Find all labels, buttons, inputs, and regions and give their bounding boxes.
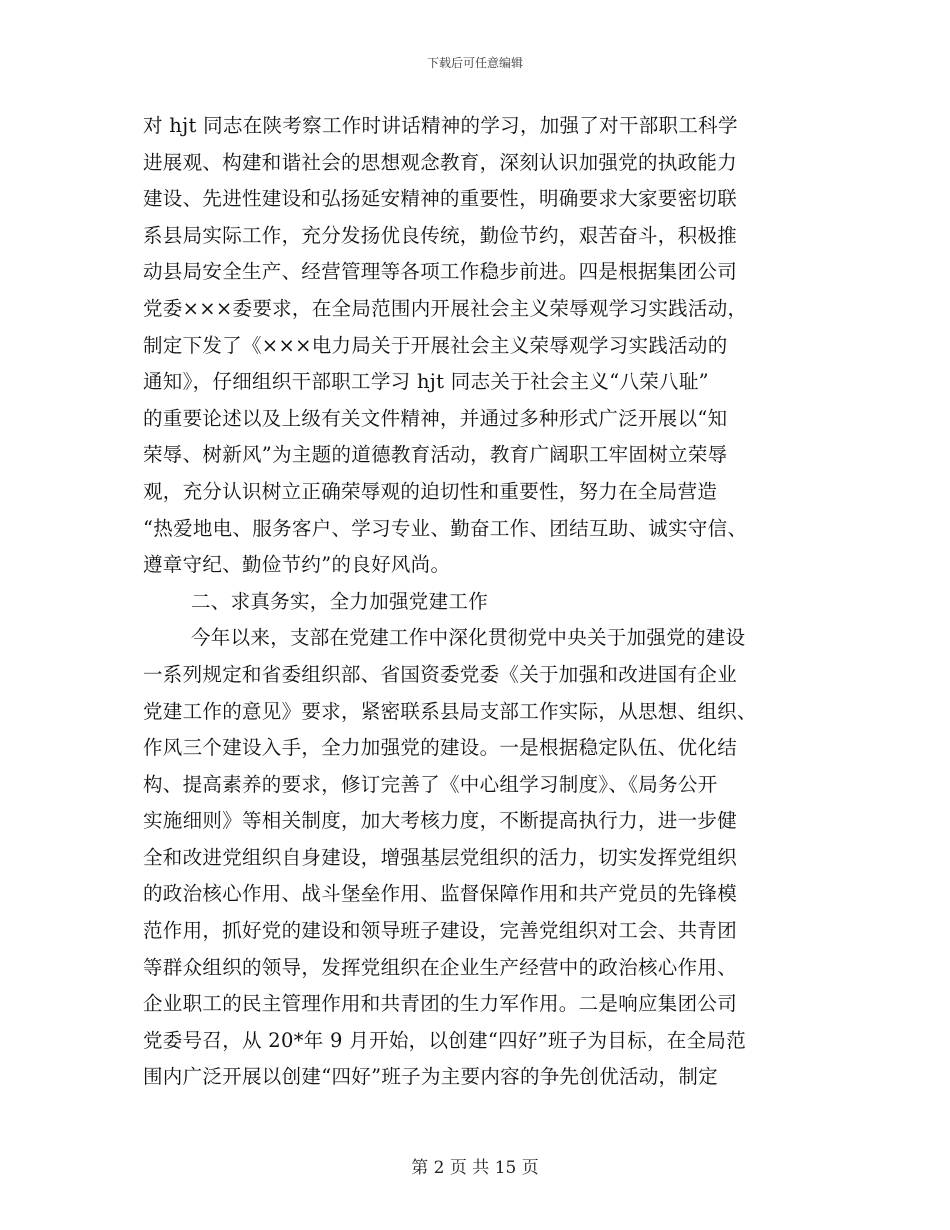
text-line: 的重要论述以及上级有关文件精神，并通过多种形式广泛开展以“知 — [143, 406, 728, 430]
document-body — [143, 108, 811, 1096]
text-line: 系县局实际工作，充分发扬优良传统，勤俭节约，艰苦奋斗，积极推 — [143, 223, 738, 247]
text-line: 遵章守纪、勤俭节约”的良好风尚。 — [143, 553, 451, 577]
text-line: 围内广泛开展以创建“四好”班子为主要内容的争先创优活动，制定 — [143, 1065, 718, 1089]
text-line: 党委×××委要求，在全局范围内开展社会主义荣辱观学习实践活动， — [143, 296, 748, 320]
text-line: “热爱地电、服务客户、学习专业、勤奋工作、团结互助、诚实守信、 — [143, 516, 748, 540]
text-line: 等群众组织的领导，发挥党组织在企业生产经营中的政治核心作用、 — [143, 955, 738, 979]
text-line: 企业职工的民主管理作用和共青团的生力军作用。二是响应集团公司 — [143, 992, 738, 1016]
text-line: 观，充分认识树立正确荣辱观的迫切性和重要性，努力在全局营造 — [143, 479, 718, 503]
text-line: 进展观、构建和谐社会的思想观念教育，深刻认识加强党的执政能力 — [143, 150, 738, 174]
text-line: 作风三个建设入手，全力加强党的建设。一是根据稳定队伍、优化结 — [143, 736, 738, 760]
text-line: 的政治核心作用、战斗堡垒作用、监督保障作用和共产党员的先锋模 — [143, 882, 738, 906]
text-line: 一系列规定和省委组织部、省国资委党委《关于加强和改进国有企业 — [143, 662, 738, 686]
text-line: 范作用，抓好党的建设和领导班子建设，完善党组织对工会、共青团 — [143, 919, 738, 943]
text-line: 实施细则》等相关制度，加大考核力度，不断提高执行力，进一步健 — [143, 809, 738, 833]
text-line: 今年以来，支部在党建工作中深化贯彻党中央关于加强党的建设 — [191, 626, 746, 650]
text-line: 动县局安全生产、经营管理等各项工作稳步前进。四是根据集团公司 — [143, 260, 738, 284]
text-line: 构、提高素养的要求，修订完善了《中心组学习制度》、《局务公开 — [143, 772, 718, 796]
page-header-note: 下载后可任意编辑 — [426, 56, 523, 70]
text-line: 党建工作的意见》要求，紧密联系县局支部工作实际，从思想、组织、 — [143, 699, 757, 723]
text-line: 通知》，仔细组织干部职工学习 hjt 同志关于社会主义“八荣八耻” — [143, 370, 709, 394]
text-line: 党委号召，从 20*年 9 月开始，以创建“四好”班子为目标，在全局范 — [143, 1028, 747, 1052]
page-footer: 第 2 页 共 15 页 — [411, 1158, 539, 1178]
text-line: 二、求真务实，全力加强党建工作 — [191, 589, 489, 613]
text-line: 制定下发了《×××电力局关于开展社会主义荣辱观学习实践活动的 — [143, 333, 728, 357]
text-line: 全和改进党组织自身建设，增强基层党组织的活力，切实发挥党组织 — [143, 845, 738, 869]
text-line: 建设、先进性建设和弘扬延安精神的重要性，明确要求大家要密切联 — [143, 187, 738, 211]
text-line: 对 hjt 同志在陕考察工作时讲话精神的学习，加强了对干部职工科学 — [143, 114, 738, 137]
text-line: 荣辱、树新风”为主题的道德教育活动，教育广阔职工牢固树立荣辱 — [143, 443, 728, 467]
